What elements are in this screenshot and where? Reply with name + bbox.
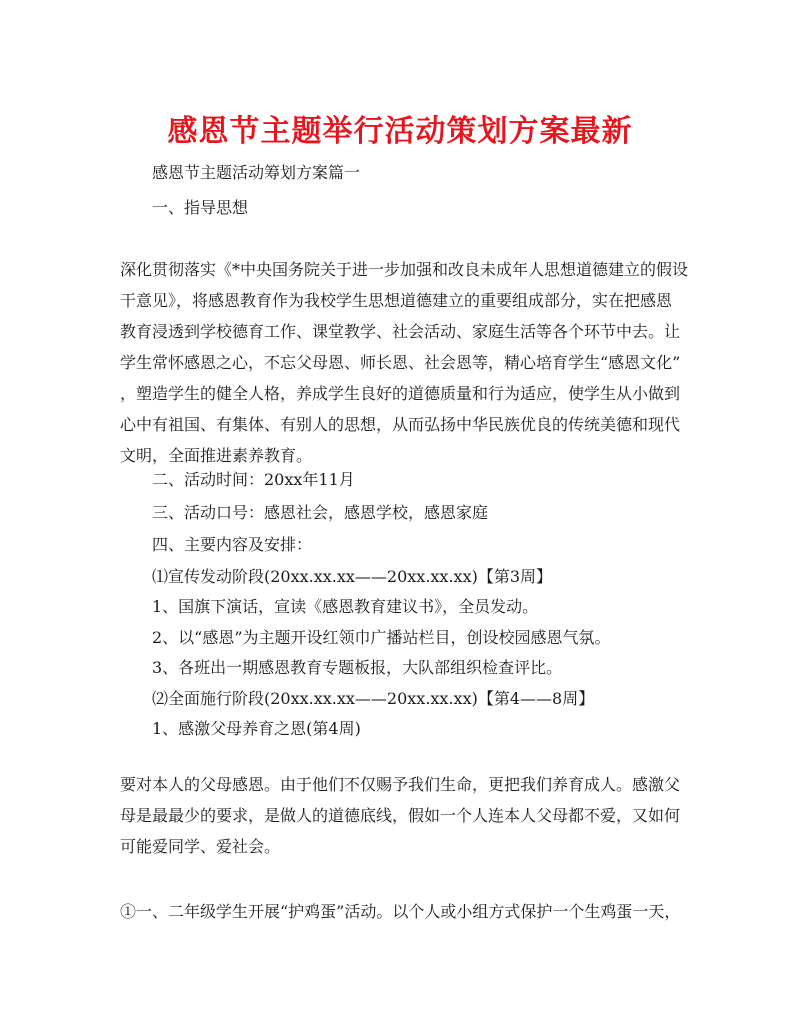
paragraph-line: 文明，全面推进素养教育。 [120,446,313,465]
paragraph-line: 可能爱同学、爱社会。 [120,837,281,856]
paragraph-guiding-thought [120,254,688,471]
stage-publicity: ⑴宣传发动阶段(20xx.xx.xx——20xx.xx.xx)【第3周】 [152,567,553,586]
list-item: 2、以“感恩”为主题开设红领巾广播站栏目，创设校园感恩气氛。 [152,628,611,647]
paragraph-line: 心中有祖国、有集体、有别人的思想，从而弘扬中华民族优良的传统美德和现代 [120,415,681,434]
paragraph-line: ，塑造学生的健全人格，养成学生良好的道德质量和行为适应，使学生从小做到 [120,384,681,403]
section-activity-time: 二、活动时间：20xx年11月 [152,470,355,489]
stage-implementation: ⑵全面施行阶段(20xx.xx.xx——20xx.xx.xx)【第4——8周】 [152,689,595,708]
section-heading-guiding-thought: 一、指导思想 [152,198,249,217]
section-main-content: 四、主要内容及安排： [152,535,313,554]
paragraph-line: 母是最最少的要求，是做人的道德底线，假如一个人连本人父母都不爱，又如何 [120,806,681,825]
paragraph-line: 干意见》，将感恩教育作为我校学生思想道德建立的重要组成部分，实在把感恩 [120,291,673,310]
paragraph-line: 深化贯彻落实《*中央国务院关于进一步加强和改良未成年人思想道德建立的假设 [120,260,689,279]
list-item: 1、国旗下演话，宣读《感恩教育建议书》，全员发动。 [152,597,539,616]
list-item: 1、感激父母养育之恩(第4周) [152,719,361,738]
paragraph-line: 教育浸透到学校德育工作、课堂教学、社会活动、家庭生活等各个环节中去。让 [120,322,681,341]
paragraph-line: 要对本人的父母感恩。由于他们不仅赐予我们生命，更把我们养育成人。感激父 [120,775,681,794]
paragraph-gratitude-parents [120,769,688,862]
subtitle: 感恩节主题活动筹划方案篇一 [152,163,361,182]
document-title: 感恩节主题举行活动策划方案最新 [167,114,633,149]
paragraph-line: 学生常怀感恩之心，不忘父母恩、师长恩、社会恩等，精心培育学生“感恩文化” [120,353,681,372]
list-item: 3、各班出一期感恩教育专题板报，大队部组织检查评比。 [152,658,563,677]
section-activity-slogan: 三、活动口号：感恩社会，感恩学校，感恩家庭 [152,503,489,522]
paragraph-egg-activity: ①一、二年级学生开展“护鸡蛋”活动。以个人或小组方式保护一个生鸡蛋一天， [120,902,681,921]
